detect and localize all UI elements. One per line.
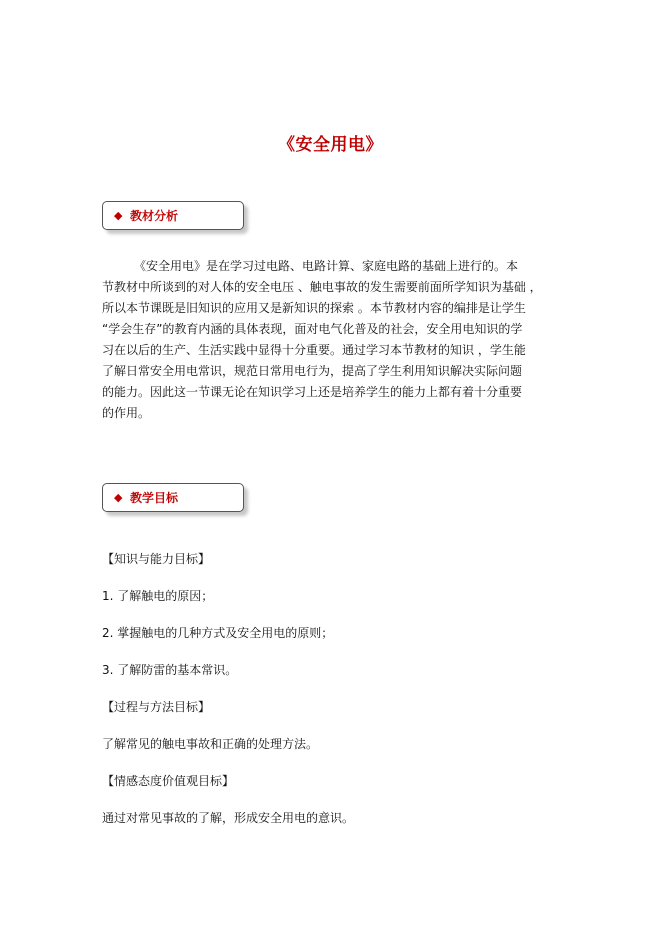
- document-title: 《安全用电》: [278, 135, 383, 155]
- section-heading-box-teaching-objectives: [102, 483, 244, 512]
- diamond-icon: ◆: [114, 491, 123, 504]
- section-heading-label: 教学目标: [130, 491, 179, 505]
- paragraph-line: 的能力。因此这一节课无论在知识学习上还是培养学生的能力上都有着十分重要: [102, 385, 523, 399]
- emotion-objective-text: 通过对常见事故的了解，形成安全用电的意识。: [102, 811, 355, 825]
- paragraph-line: 所以本节课既是旧知识的应用又是新知识的探索 。本节教材内容的编排是让学生: [102, 301, 526, 315]
- process-objective-text: 了解常见的触电事故和正确的处理方法。: [102, 737, 319, 751]
- process-objective-heading: 【过程与方法目标】: [102, 700, 211, 714]
- knowledge-objective-item: 2. 掌握触电的几种方式及安全用电的原则；: [102, 626, 334, 640]
- emotion-objective-heading: 【情感态度价值观目标】: [102, 774, 235, 788]
- paragraph-line: “学会生存”的教育内涵的具体表现，面对电气化普及的社会，安全用电知识的学: [102, 322, 523, 336]
- diamond-icon: ◆: [114, 209, 123, 222]
- paragraph-line: 节教材中所谈到的对人体的安全电压 、触电事故的发生需要前面所学知识为基础 ，: [102, 280, 542, 294]
- knowledge-objective-heading: 【知识与能力目标】: [102, 552, 211, 566]
- paragraph-line: 《安全用电》是在学习过电路、电路计算、家庭电路的基础上进行的。本: [134, 259, 519, 273]
- paragraph-line: 习在以后的生产、生活实践中显得十分重要。通过学习本节教材的知识 ，学生能: [102, 343, 526, 357]
- section-heading-box-textbook-analysis: [102, 201, 244, 230]
- section-heading-label: 教材分析: [130, 209, 179, 223]
- knowledge-objective-item: 1. 了解触电的原因；: [102, 589, 214, 603]
- analysis-paragraph: [102, 256, 572, 424]
- paragraph-line: 了解日常安全用电常识，规范日常用电行为，提高了学生利用知识解决实际问题: [102, 364, 523, 378]
- knowledge-objective-item: 3. 了解防雷的基本常识。: [102, 663, 238, 677]
- paragraph-line: 的作用。: [102, 406, 151, 420]
